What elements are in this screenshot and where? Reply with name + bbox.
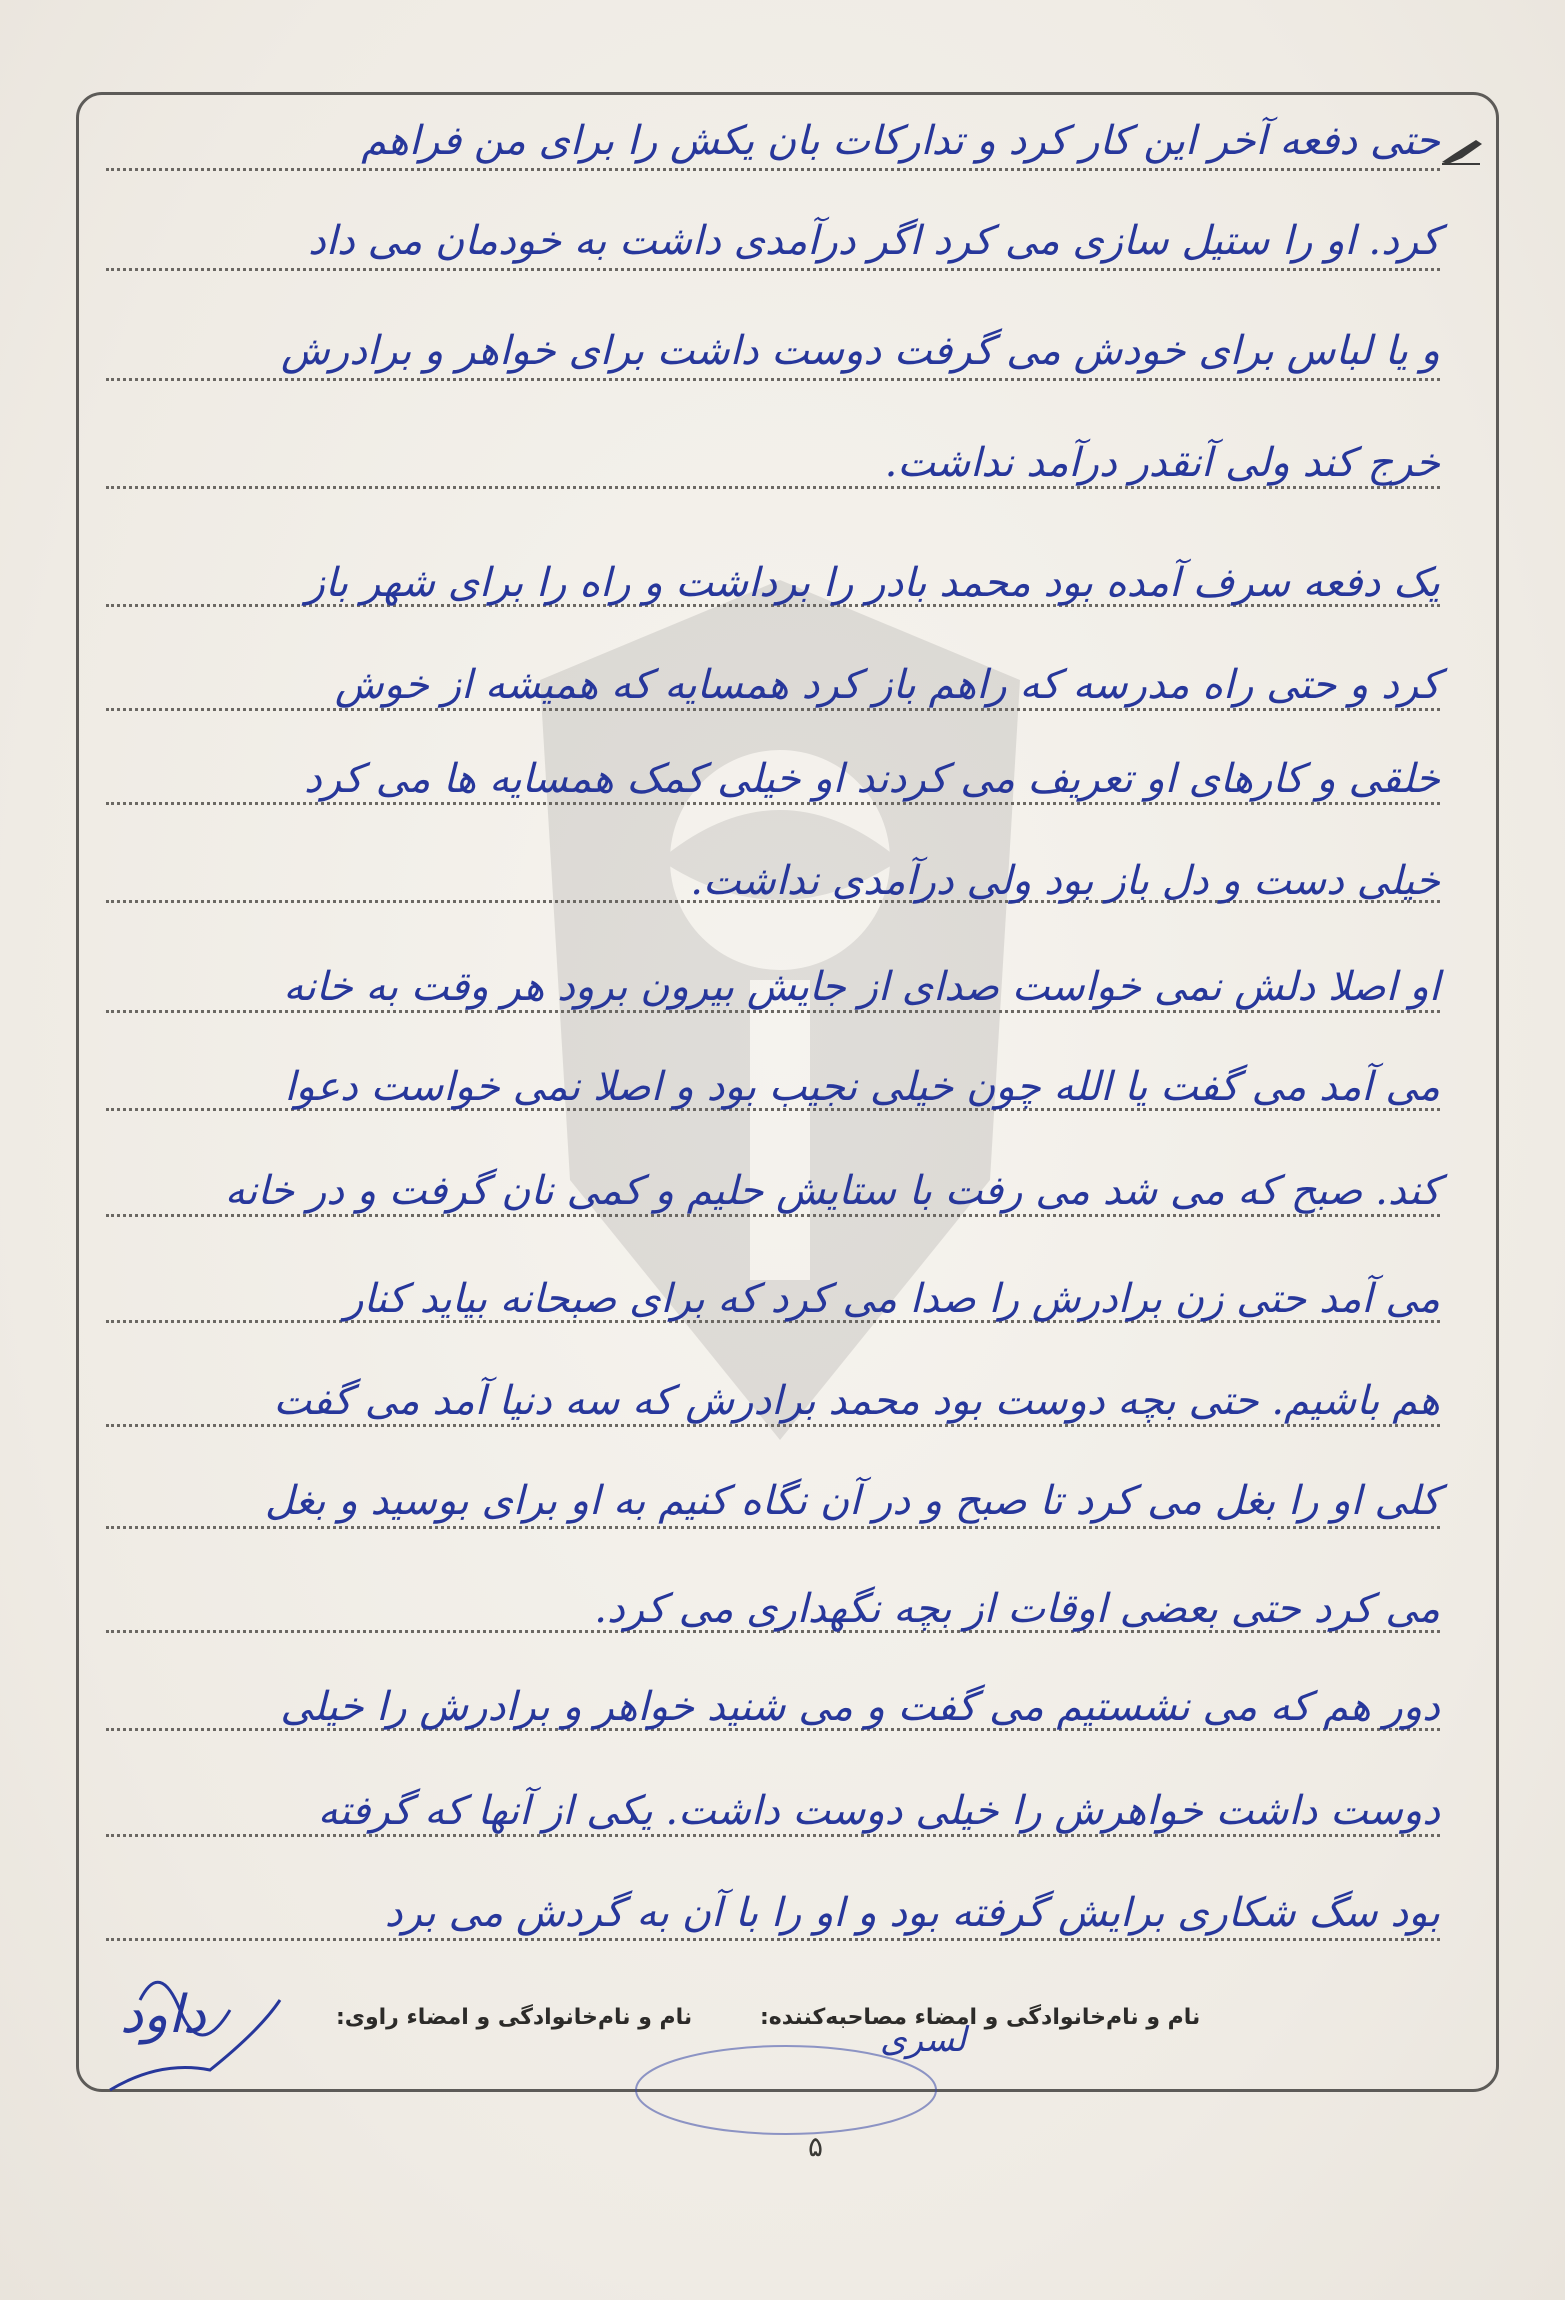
ruled-line (106, 708, 1440, 711)
text-line: و یا لباس برای خودش می گرفت دوست داشت برای خواهر و برادرش (281, 328, 1440, 374)
page-number: ۵ (808, 2130, 824, 2163)
text-line: کند. صبح که می شد می رفت با ستایش حلیم و کمی نان گرفت و در خانه (224, 1168, 1440, 1214)
text-line: حتی دفعه آخر این کار کرد و تدارکات بان یکش را برای من فراهم (361, 118, 1440, 164)
text-line: خلقی و کارهای او تعریف می کردند او خیلی کمک همسایه ها می کرد (304, 756, 1440, 802)
ruled-line (106, 1424, 1440, 1427)
ruled-line (106, 268, 1440, 271)
text-line: کرد. او را ستیل سازی می کرد اگر درآمدی داشت به خودمان می داد (308, 218, 1440, 264)
text-line: خرج کند ولی آنقدر درآمد نداشت. (884, 440, 1440, 486)
text-line: بود سگ شکاری برایش گرفته بود و او را با آن به گردش می برد (384, 1890, 1440, 1936)
ruled-line (106, 378, 1440, 381)
pen-icon (1440, 136, 1484, 166)
text-line: هم باشیم. حتی بچه دوست بود محمد برادرش که سه دنیا آمد می گفت (273, 1378, 1440, 1424)
interviewer-signature: لسری (880, 2020, 967, 2060)
ruled-line (106, 1834, 1440, 1837)
ruled-line (106, 1526, 1440, 1529)
text-line: کرد و حتی راه مدرسه که راهم باز کرد همسایه که همیشه از خوش (334, 662, 1440, 708)
ruled-line (106, 486, 1440, 489)
text-line: می کرد حتی بعضی اوقات از بچه نگهداری می کرد. (594, 1586, 1440, 1632)
ruled-line (106, 1938, 1440, 1941)
ruled-line (106, 802, 1440, 805)
text-line: می آمد می گفت یا الله چون خیلی نجیب بود و اصلا نمی خواست دعوا (284, 1064, 1440, 1110)
text-line: او اصلا دلش نمی خواست صدای از جایش بیرون برود هر وقت به خانه (283, 964, 1440, 1010)
ruled-line (106, 168, 1440, 171)
text-line: خیلی دست و دل باز بود ولی درآمدی نداشت. (690, 858, 1440, 904)
text-line: یک دفعه سرف آمده بود محمد بادر را برداشت و راه را برای شهر باز (305, 560, 1440, 606)
text-line: دوست داشت خواهرش را خیلی دوست داشت. یکی از آنها که گرفته (317, 1788, 1440, 1834)
text-line: دور هم که می نشستیم می گفت و می شنید خواهر و برادرش را خیلی (280, 1684, 1440, 1730)
narrator-label: نام و نام‌خانوادگی و امضاء راوی: (336, 2005, 693, 2030)
ruled-line (106, 1010, 1440, 1013)
interviewer-label: نام و نام‌خانوادگی و امضاء مصاحبه‌کننده: (760, 2005, 1201, 2030)
narrator-signature: داود (120, 1985, 206, 2045)
text-line: کلی او را بغل می کرد تا صبح و در آن نگاه کنیم به او برای بوسید و بغل (264, 1478, 1440, 1524)
ruled-line (106, 1214, 1440, 1217)
text-line: می آمد حتی زن برادرش را صدا می کرد که برای صبحانه بیاید کنار (344, 1276, 1440, 1322)
interviewer-signature-stroke (626, 1990, 946, 2150)
